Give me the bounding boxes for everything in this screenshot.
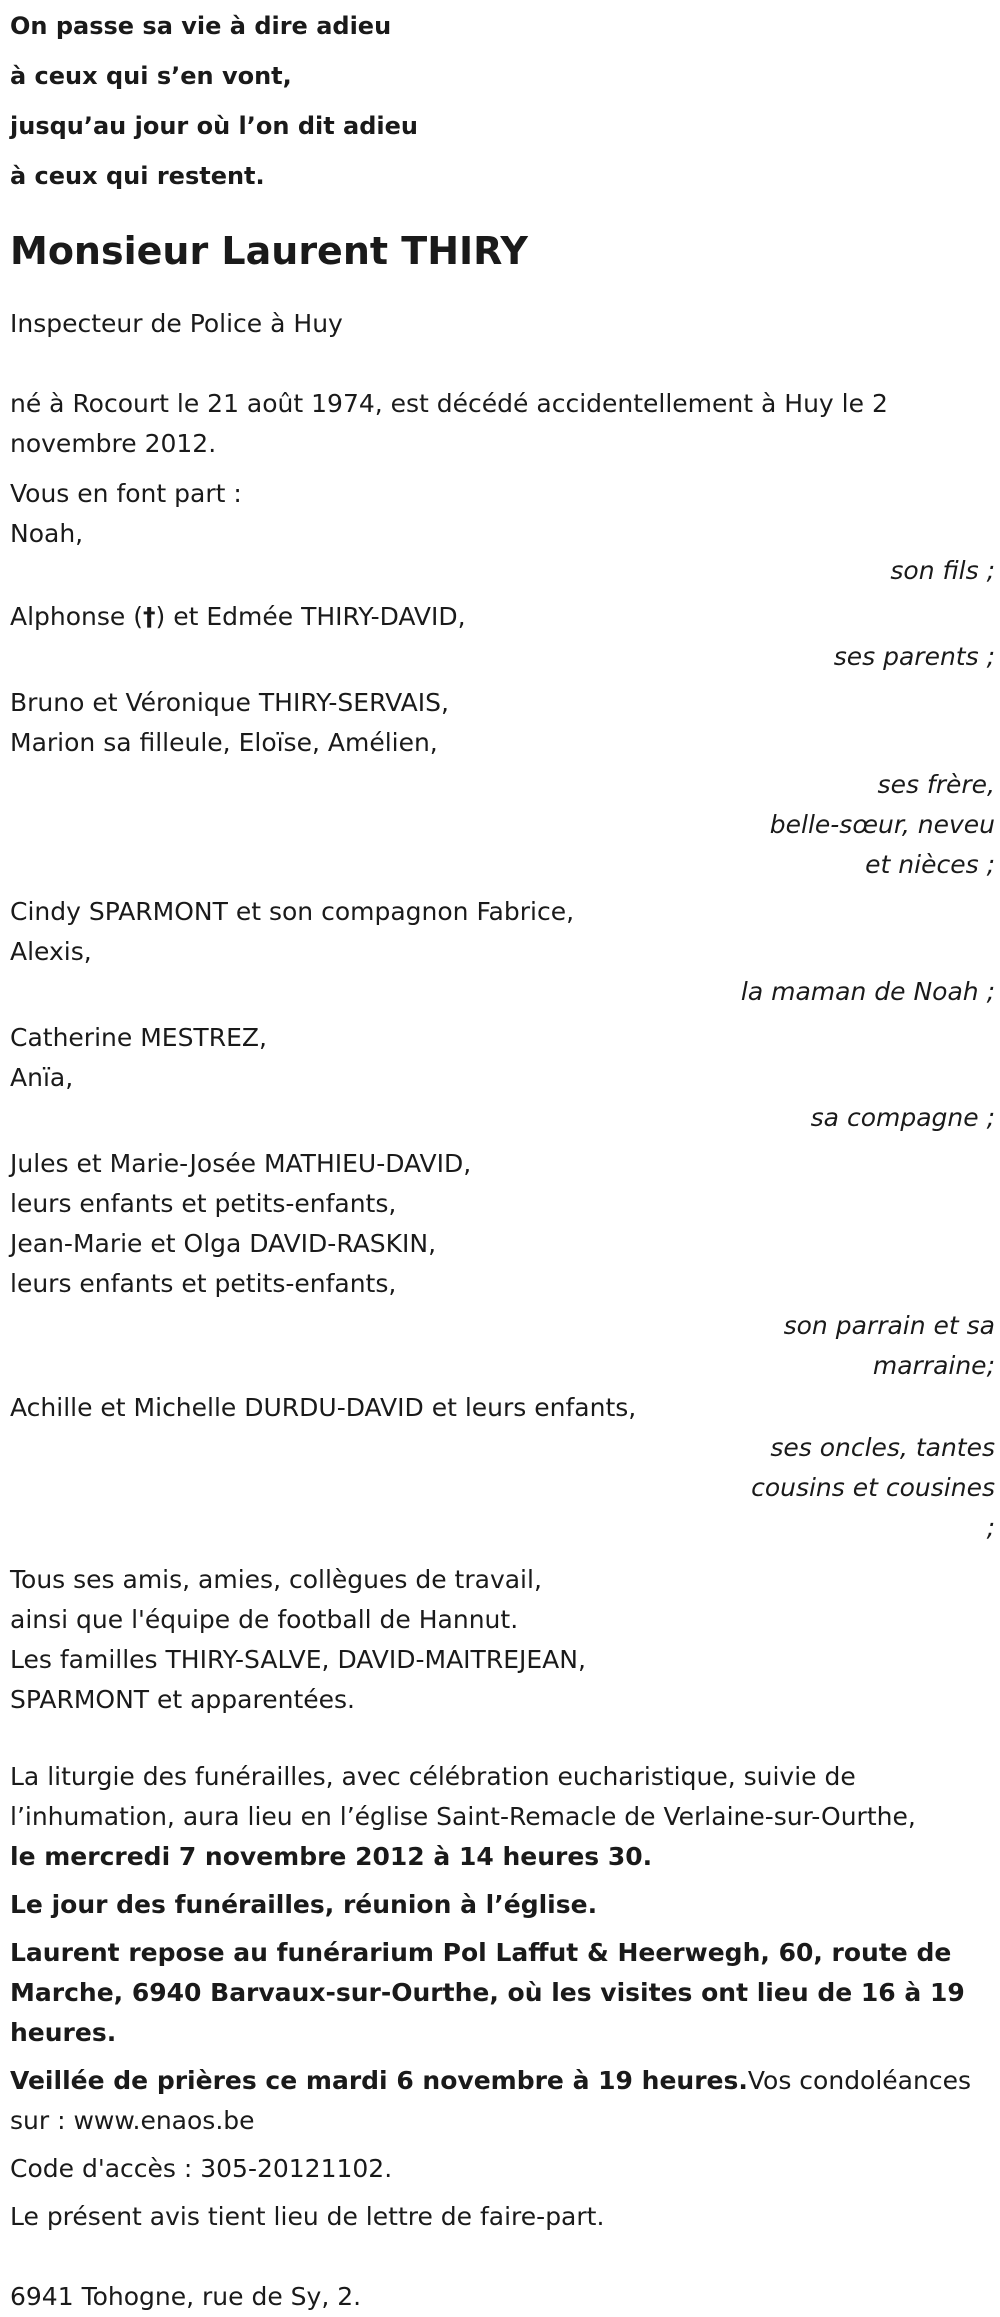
relation-siblings: ses frère, belle-sœur, neveu et nièces ; [769, 770, 995, 879]
vigil: Veillée de prières ce mardi 6 novembre à 19 heures. [10, 2066, 748, 2095]
family-godparents: Jules et Marie-Josée MATHIEU-DAVID, leurs enfants et petits-enfants, Jean-Marie et Olga DAVID-RASKIN, leurs enfants et petits-enfants, [10, 1149, 472, 1298]
obituary-notice [10, 0, 995, 2317]
condolences-link[interactable]: sur : www.enaos.be [10, 2106, 255, 2135]
relation-uncles: ses oncles, tantes cousins et cousines ; [751, 1433, 995, 1542]
relation-partner: sa compagne ; [810, 1103, 995, 1132]
address: 6941 Tohogne, rue de Sy, 2. [10, 2282, 362, 2311]
family-partner: Catherine MESTREZ, Anïa, [10, 1023, 267, 1092]
poem [10, 1, 995, 201]
poem-line: à ceux qui restent. [10, 162, 265, 190]
relation-son: son fils ; [890, 556, 995, 585]
family-noah: Noah, [10, 519, 84, 548]
relation-godparents: son parrain et sa marraine; [783, 1311, 995, 1380]
resting-place: Laurent repose au funérarium Pol Laffut & Heerwegh, 60, route de Marche, 6940 Barvaux-sur-Ourthe, où les visites ont lieu de 16 à 19 heures. [10, 1938, 965, 2047]
liturgy-date: le mercredi 7 novembre 2012 à 14 heures 30. [10, 1842, 653, 1871]
poem-line: jusqu’au jour où l’on dit adieu [10, 112, 419, 140]
family-uncles: Achille et Michelle DURDU-DAVID et leurs enfants, [10, 1393, 637, 1422]
intro-line: Vous en font part : [10, 479, 242, 508]
profession: Inspecteur de Police à Huy [10, 309, 343, 338]
family-siblings: Bruno et Véronique THIRY-SERVAIS, Marion sa filleule, Eloïse, Amélien, [10, 688, 449, 757]
poem-line: On passe sa vie à dire adieu [10, 12, 392, 40]
liturgy-block: La liturgie des funérailles, avec célébration eucharistique, suivie de l’inhumation, aura lieu en l’église Saint-Remacle de Verlaine-sur-Ourthe, le mercredi 7 novembre 2012 à 14 heures 30. [10, 1757, 995, 1877]
deceased-name: Monsieur Laurent THIRY [10, 229, 528, 273]
friends-block: Tous ses amis, amies, collègues de travail, ainsi que l'équipe de football de Hannut. Les familles THIRY-SALVE, DAVID-MAITREJEAN, SPARMONT et apparentées. [10, 1565, 586, 1714]
notice-line: Le présent avis tient lieu de lettre de faire-part. [10, 2202, 605, 2231]
dagger-icon: † [143, 602, 156, 631]
access-code: Code d'accès : 305-20121102. [10, 2154, 393, 2183]
meeting-note: Le jour des funérailles, réunion à l’église. [10, 1890, 598, 1919]
relation-parents: ses parents ; [833, 642, 995, 671]
poem-line: à ceux qui s’en vont, [10, 62, 292, 90]
vigil-condolences: Veillée de prières ce mardi 6 novembre à 19 heures.Vos condoléances sur : www.enaos.be [10, 2061, 995, 2141]
relation-mother: la maman de Noah ; [740, 977, 995, 1006]
birth-death: né à Rocourt le 21 août 1974, est décédé accidentellement à Huy le 2 novembre 2012. [10, 389, 888, 458]
family-parents: Alphonse (†) et Edmée THIRY-DAVID, [10, 602, 466, 631]
family-mother: Cindy SPARMONT et son compagnon Fabrice, Alexis, [10, 897, 575, 966]
